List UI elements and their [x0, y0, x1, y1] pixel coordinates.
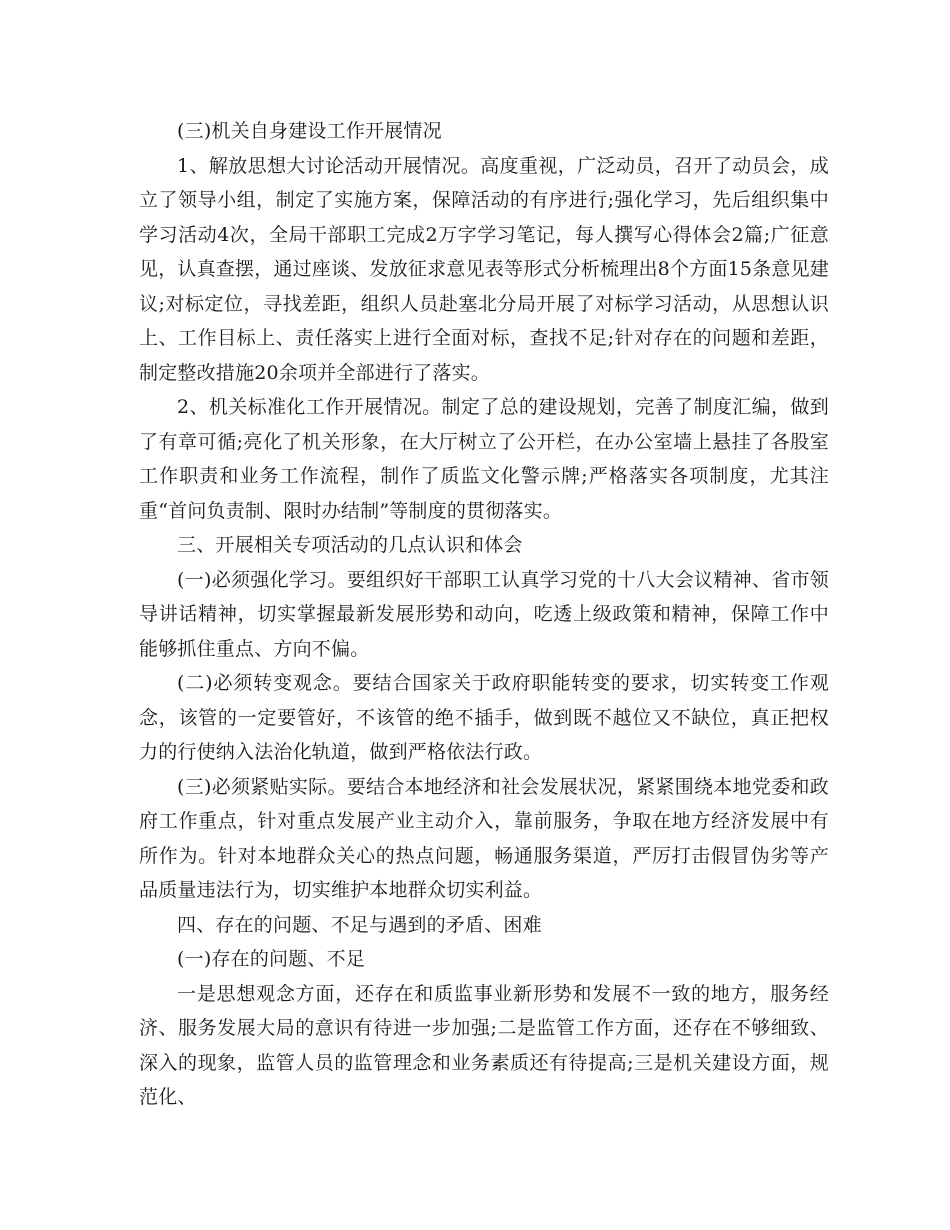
- paragraph-discussion-activity: 1、解放思想大讨论活动开展情况。高度重视，广泛动员，召开了动员会，成立了领导小组，制定了实施方案，保障活动的有序进行;强化学习，先后组织集中学习活动4次，全局干部职工完成2万字学习笔记，每人撰写心得体会2篇;广征意见，认真查摆，通过座谈、发放征求意见表等形式分析梳理出8个方面15条意见建议;对标定位，寻找差距，组织人员赴塞北分局开展了对标学习活动，从思想认识上、工作目标上、责任落实上进行全面对标，查找不足;针对存在的问题和差距，制定整改措施20余项并全部进行了落实。: [139, 154, 829, 384]
- paragraph-strengthen-learning: (一)必须强化学习。要组织好干部职工认真学习党的十八大会议精神、省市领导讲话精神，切实掌握最新发展形势和动向，吃透上级政策和精神，保障工作中能够抓住重点、方向不偏。: [139, 568, 829, 660]
- section-heading-institution-building: (三)机关自身建设工作开展情况: [177, 120, 442, 142]
- paragraph-problem-list: 一是思想观念方面，还存在和质监事业新形势和发展不一致的地方，服务经济、服务发展大局的意识有待进一步加强;二是监管工作方面，还存在不够细致、深入的现象，监管人员的监管理念和业务素质还有待提高;三是机关建设方面，规范化、: [139, 982, 829, 1108]
- paragraph-standardization-work: 2、机关标准化工作开展情况。制定了总的建设规划，完善了制度汇编，做到了有章可循;亮化了机关形象，在大厅树立了公开栏，在办公室墙上悬挂了各股室工作职责和业务工作流程，制作了质监文化警示牌;严格落实各项制度，尤其注重“首问负责制、限时办结制”等制度的贯彻落实。: [139, 396, 829, 522]
- subheading-problems-shortcomings: (一)存在的问题、不足: [177, 948, 366, 970]
- section-heading-problems: 四、存在的问题、不足与遇到的矛盾、困难: [177, 913, 542, 936]
- paragraph-close-to-reality: (三)必须紧贴实际。要结合本地经济和社会发展状况，紧紧围绕本地党委和政府工作重点，针对重点发展产业主动介入，靠前服务，争取在地方经济发展中有所作为。针对本地群众关心的热点问题，畅通服务渠道，严厉打击假冒伪劣等产品质量违法行为，切实维护本地群众切实利益。: [139, 775, 829, 901]
- document-body: [139, 114, 829, 1115]
- section-heading-insights: 三、开展相关专项活动的几点认识和体会: [177, 534, 523, 556]
- paragraph-change-concepts: (二)必须转变观念。要结合国家关于政府职能转变的要求，切实转变工作观念，该管的一定要管好，不该管的绝不插手，做到既不越位又不缺位，真正把权力的行使纳入法治化轨道，做到严格依法行政。: [139, 672, 829, 763]
